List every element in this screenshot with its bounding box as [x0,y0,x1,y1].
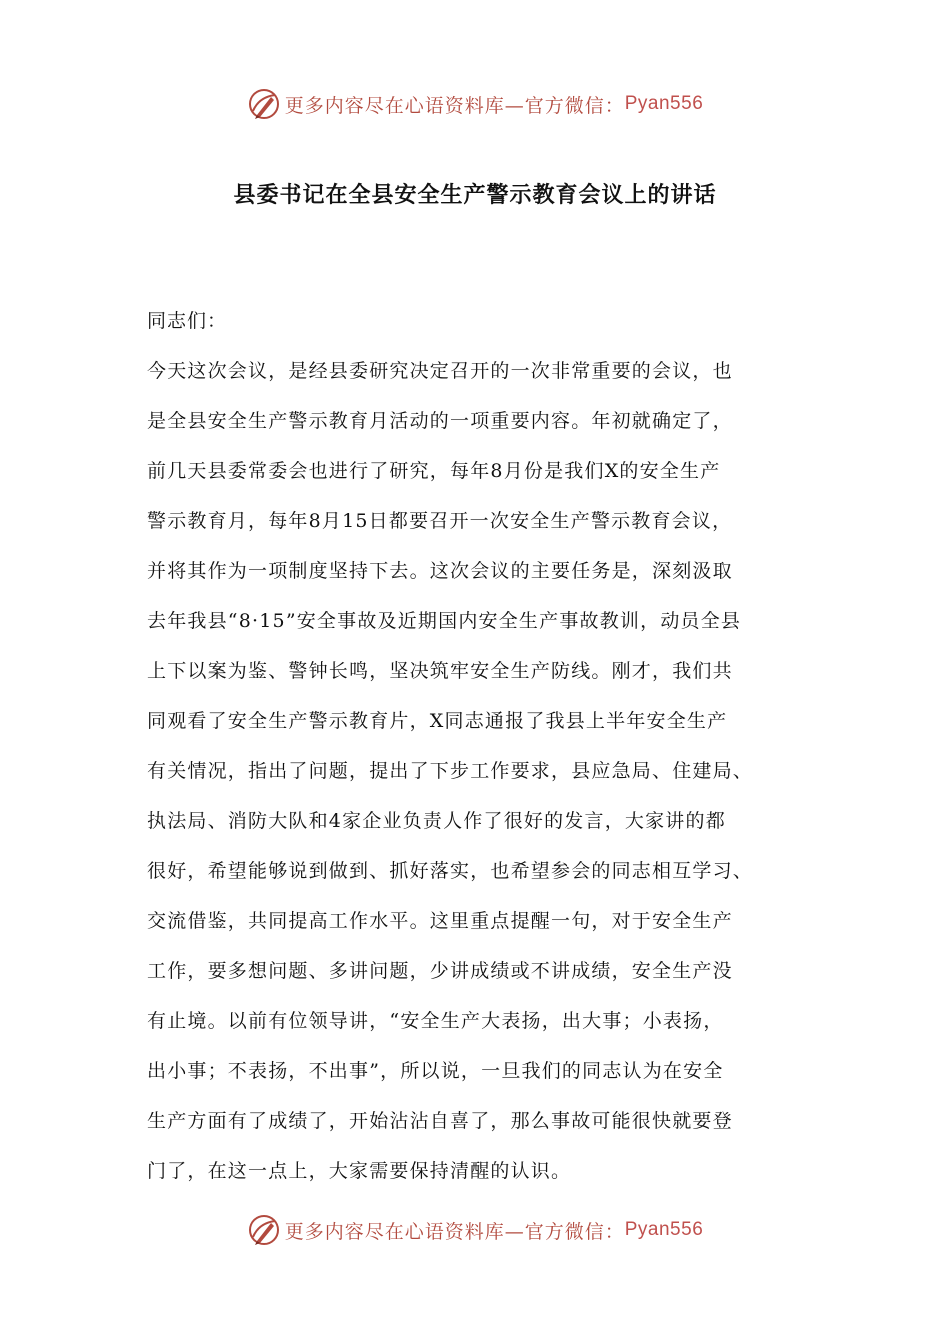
watermark-banner-top [0,84,950,124]
body-line: 去年我县“8·15”安全事故及近期国内安全生产事故教训，动员全县 [147,610,742,632]
wechat-id: Pyan556 [624,93,704,114]
body-line: 很好，希望能够说到做到、抓好落实，也希望参会的同志相互学习、 [147,860,754,882]
watermark-banner-bottom [0,1210,950,1250]
body-line: 是全县安全生产警示教育月活动的一项重要内容。年初就确定了， [147,410,733,432]
watermark-text: 更多内容尽在心语资料库—官方微信： [284,1220,625,1243]
wechat-id: Pyan556 [624,1219,704,1240]
pen-logo-icon [247,1213,281,1247]
body-line: 今天这次会议，是经县委研究决定召开的一次非常重要的会议，也 [147,360,733,382]
body-line: 有关情况，指出了问题，提出了下步工作要求，县应急局、住建局、 [147,760,754,782]
pen-logo-icon [247,87,281,121]
body-line: 有止境。以前有位领导讲，“安全生产大表扬，出大事；小表扬， [147,1010,724,1032]
body-line: 工作，要多想问题、多讲问题，少讲成绩或不讲成绩，安全生产没 [147,960,733,982]
body-line: 前几天县委常委会也进行了研究，每年8月份是我们X的安全生产 [147,460,721,482]
body-line: 生产方面有了成绩了，开始沾沾自喜了，那么事故可能很快就要登 [147,1110,733,1132]
watermark-text: 更多内容尽在心语资料库—官方微信： [284,94,625,117]
body-line: 警示教育月，每年8月15日都要召开一次安全生产警示教育会议， [147,510,733,532]
document-title: 县委书记在全县安全生产警示教育会议上的讲话 [233,183,717,208]
body-line: 执法局、消防大队和4家企业负责人作了很好的发言，大家讲的都 [147,810,726,832]
body-line: 并将其作为一项制度坚持下去。这次会议的主要任务是，深刻汲取 [147,560,733,582]
salutation: 同志们： [147,310,228,332]
body-line: 出小事；不表扬，不出事”，所以说，一旦我们的同志认为在安全 [147,1060,724,1082]
document-body [147,296,817,1196]
body-line: 交流借鉴，共同提高工作水平。这里重点提醒一句，对于安全生产 [147,910,733,932]
body-line: 同观看了安全生产警示教育片，X同志通报了我县上半年安全生产 [147,710,728,732]
body-line: 门了，在这一点上，大家需要保持清醒的认识。 [147,1160,572,1182]
body-line: 上下以案为鉴、警钟长鸣，坚决筑牢安全生产防线。刚才，我们共 [147,660,733,682]
